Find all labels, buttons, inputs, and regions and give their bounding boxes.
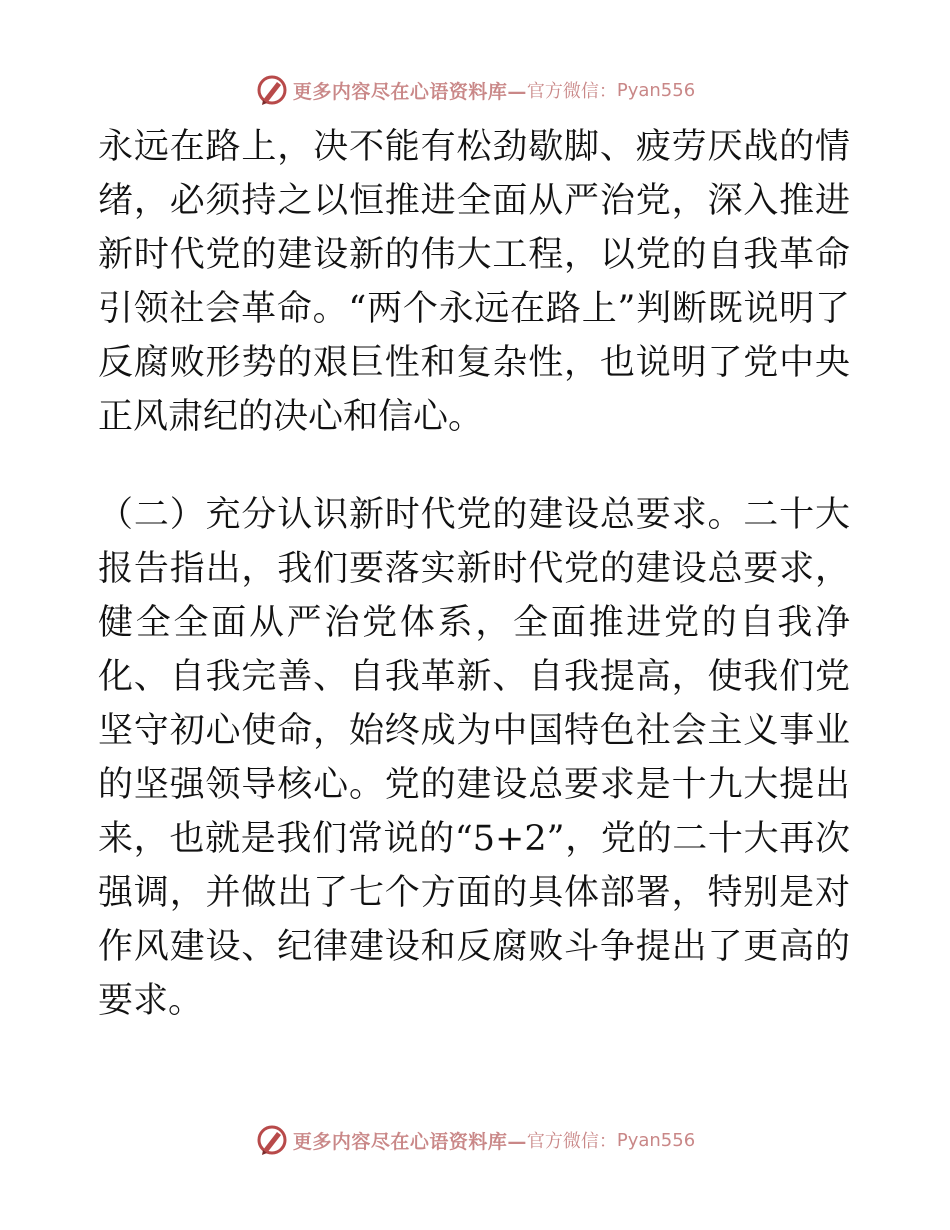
pen-logo-icon (255, 1123, 289, 1157)
footer-watermark (0, 1120, 950, 1160)
paragraph-2: （二）充分认识新时代党的建设总要求。二十大报告指出，我们要落实新时代党的建设总要求，健全全面从严治党体系，全面推进党的自我净化、自我完善、自我革新、自我提高，使我们党坚守初心使命，始终成为中国特色社会主义事业的坚强领导核心。党的建设总要求是十九大提出来，也就是我们常说的“5+2”，党的二十大再次强调，并做出了七个方面的具体部署，特别是对作风建设、纪律建设和反腐败斗争提出了更高的要求。 (98, 495, 850, 1021)
paragraph-1: 永远在路上，决不能有松劲歇脚、疲劳厌战的情绪，必须持之以恒推进全面从严治党，深入推进新时代党的建设新的伟大工程，以党的自我革命引领社会革命。“两个永远在路上”判断既说明了反腐败形势的艰巨性和复杂性，也说明了党中央正风肃纪的决心和信心。 (98, 127, 850, 437)
watermark-text: 更多内容尽在心语资料库— (292, 80, 527, 103)
header-watermark (0, 70, 950, 110)
watermark-wechat-label: 官方微信： (526, 81, 617, 102)
watermark-text: 更多内容尽在心语资料库— (292, 1130, 527, 1153)
watermark-wechat-id: Pyan556 (616, 79, 696, 101)
pen-logo-icon (255, 73, 289, 107)
watermark-wechat-id: Pyan556 (616, 1129, 696, 1151)
watermark-wechat-label: 官方微信： (526, 1131, 617, 1152)
